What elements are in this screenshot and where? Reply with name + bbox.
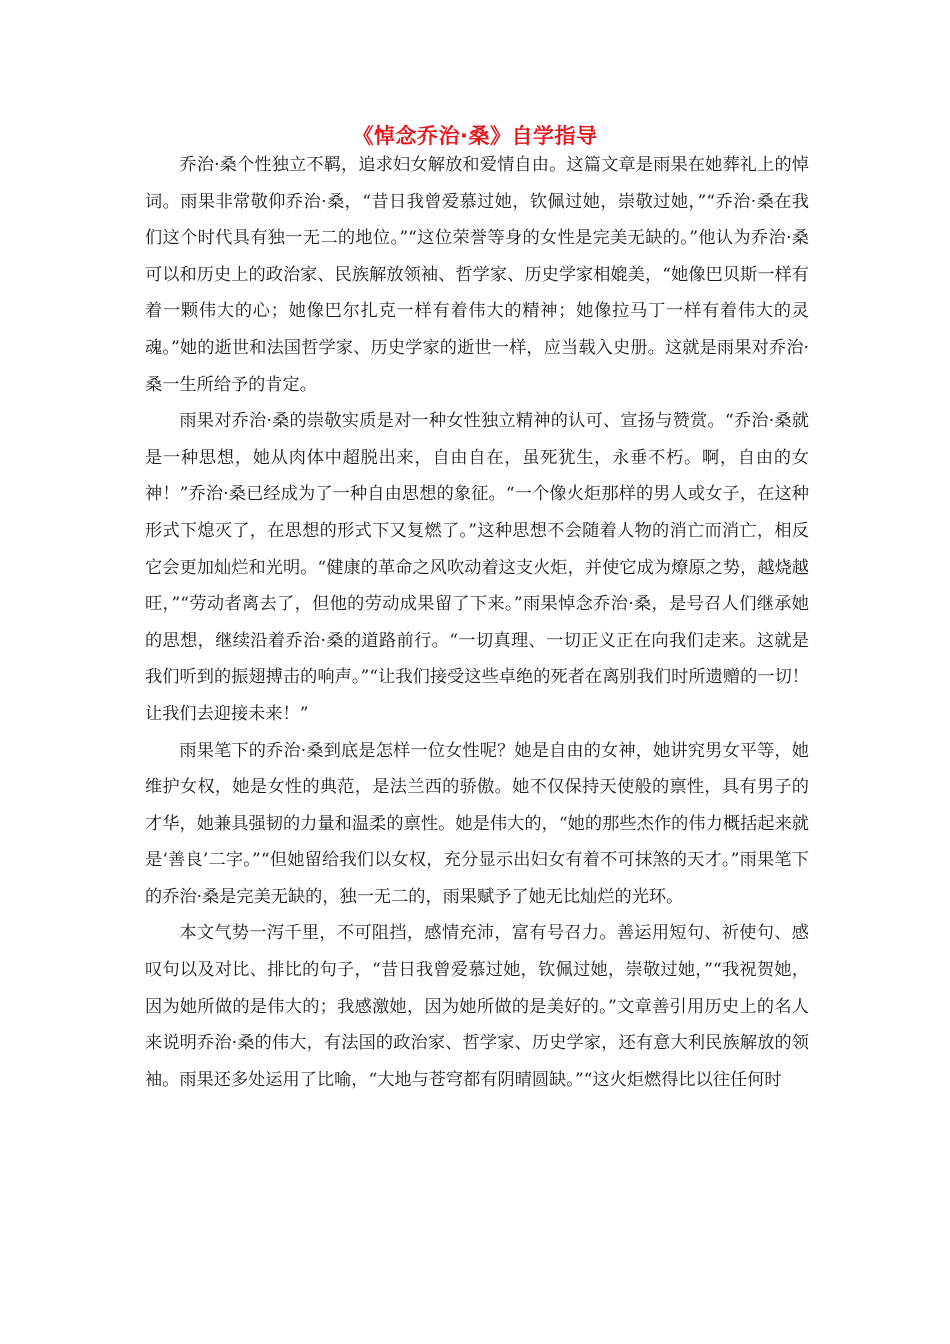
paragraph-1: 乔治·桑个性独立不羁，追求妇女解放和爱情自由。这篇文章是雨果在她葬礼上的悼词。雨果非常敬仰乔治·桑，“昔日我曾爱慕过她，钦佩过她，崇敬过她，”“乔治·桑在我们这个时代具有独一无二的地位。”“这位荣誉等身的女性是完美无缺的。”他认为乔治·桑可以和历史上的政治家、民族解放领袖、哲学家、历史学家相媲美，“她像巴贝斯一样有着一颗伟大的心；她像巴尔扎克一样有着伟大的精神；她像拉马丁一样有着伟大的灵魂。”她的逝世和法国哲学家、历史学家的逝世一样，应当载入史册。这就是雨果对乔治·桑一生所给予的肯定。 [145, 155, 809, 395]
paragraph-2: 雨果对乔治·桑的崇敬实质是对一种女性独立精神的认可、宣扬与赞赏。“乔治·桑就是一种思想，她从肉体中超脱出来，自由自在，虽死犹生，永垂不朽。啊，自由的女神！”乔治·桑已经成为了一种自由思想的象征。“一个像火炬那样的男人或女子，在这种形式下熄灭了，在思想的形式下又复燃了。”这种思想不会随着人物的消亡而消亡，相反它会更加灿烂和光明。“健康的革命之风吹动着这支火炬，并使它成为燎原之势，越烧越旺，”“劳动者离去了，但他的劳动成果留了下来。”雨果悼念乔治·桑，是号召人们继承她的思想，继续沿着乔治·桑的道路前行。“一切真理、一切正义正在向我们走来。这就是我们听到的振翅搏击的响声。”“让我们接受这些卓绝的死者在离别我们时所遗赠的一切！让我们去迎接未来！” [145, 411, 809, 724]
paragraph-4: 本文气势一泻千里，不可阻挡，感情充沛，富有号召力。善运用短句、祈使句、感叹句以及对比、排比的句子，“昔日我曾爱慕过她，钦佩过她，崇敬过她，”“我祝贺她，因为她所做的是伟大的；我感激她，因为她所做的是美好的。”文章善引用历史上的名人来说明乔治·桑的伟大，有法国的政治家、哲学家、历史学家，还有意大利民族解放的领袖。雨果还多处运用了比喻，“大地与苍穹都有阴晴圆缺。”“这火炬燃得比以往任何时 [145, 923, 809, 1090]
paragraph-3: 雨果笔下的乔治·桑到底是怎样一位女性呢？她是自由的女神，她讲究男女平等，她维护女权，她是女性的典范，是法兰西的骄傲。她不仅保持天使般的禀性，具有男子的才华，她兼具强韧的力量和温柔的禀性。她是伟大的，“她的那些杰作的伟力概括起来就是‘善良’二字。”“但她留给我们以女权，充分显示出妇女有着不可抹煞的天才。”雨果笔下的乔治·桑是完美无缺的，独一无二的，雨果赋予了她无比灿烂的光环。 [145, 740, 809, 907]
document-title: 《悼念乔治·桑》自学指导 [352, 124, 598, 148]
document-body [145, 147, 809, 1098]
